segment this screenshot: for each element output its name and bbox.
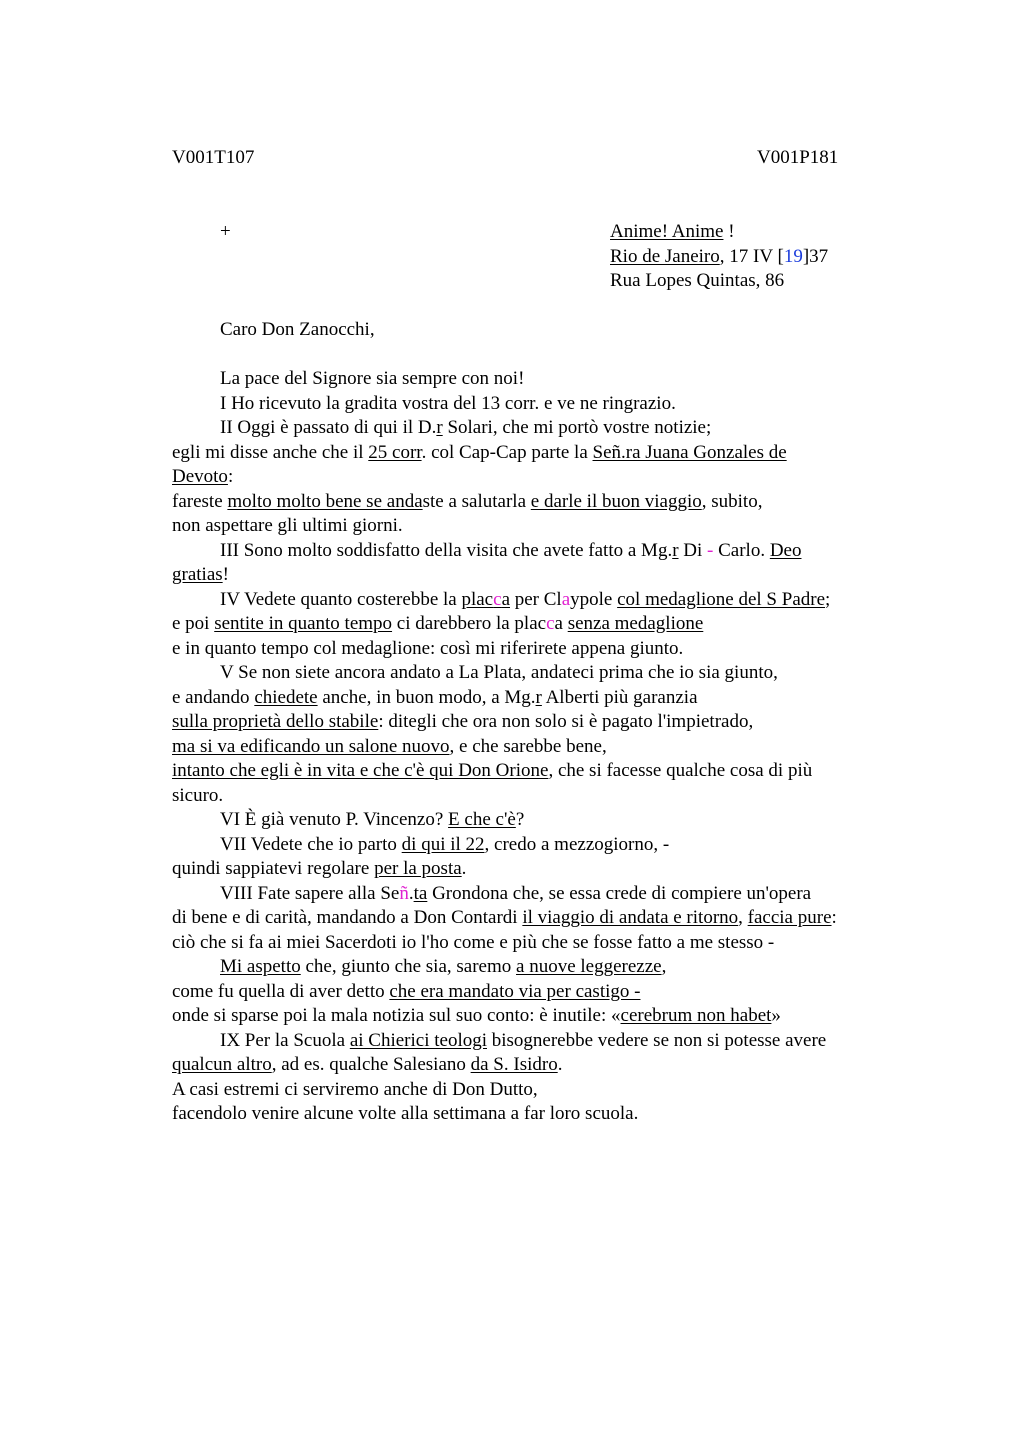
letter-line: II Oggi è passato di qui il D.r Solari, che mi portò vostre notizie; bbox=[220, 417, 712, 438]
letter-heading bbox=[610, 220, 828, 294]
letter-line: gratias! bbox=[172, 564, 229, 585]
letter-line: VI È già venuto P. Vincenzo? E che c'è? bbox=[220, 809, 525, 830]
letter-line: V Se non siete ancora andato a La Plata, andateci prima che io sia giunto, bbox=[220, 662, 778, 683]
letter-line: ciò che si fa ai miei Sacerdoti io l'ho come e più che se fosse fatto a me stesso - bbox=[172, 931, 775, 953]
letter-line: quindi sappiatevi regolare per la posta. bbox=[172, 858, 467, 879]
city: Rio de Janeiro bbox=[610, 245, 720, 267]
letter-line: facendolo venire alcune volte alla settimana a far loro scuola. bbox=[172, 1103, 639, 1124]
letter-line: IX Per la Scuola ai Chierici teologi bisognerebbe vedere se non si potesse avere bbox=[220, 1029, 827, 1051]
letter-line: A casi estremi ci serviremo anche di Don Dutto, bbox=[172, 1078, 538, 1100]
letter-line: IV Vedete quanto costerebbe la placca per Claypole col medaglione del S Padre; bbox=[220, 588, 831, 610]
document-code-right: V001P181 bbox=[757, 147, 839, 168]
letter-body bbox=[172, 318, 972, 1127]
motto-line: Anime! Anime ! bbox=[610, 221, 735, 242]
letter-line: sicuro. bbox=[172, 784, 224, 806]
letter-line: VII Vedete che io parto di qui il 22, credo a mezzogiorno, - bbox=[220, 833, 670, 855]
address-line: Rua Lopes Quintas, 86 bbox=[610, 270, 785, 291]
letter-line: I Ho ricevuto la gradita vostra del 13 corr. e ve ne ringrazio. bbox=[220, 392, 676, 414]
letter-line: fareste molto molto bene se andaste a salutarla e darle il buon viaggio, subito, bbox=[172, 490, 763, 512]
letter-line: La pace del Signore sia sempre con noi! bbox=[220, 368, 525, 389]
letter-line: e in quanto tempo col medaglione: così mi riferirete appena giunto. bbox=[172, 637, 684, 659]
letter-line: sulla proprietà dello stabile: ditegli che ora non solo si è pagato l'impietrado, bbox=[172, 711, 754, 732]
date-line: Rio de Janeiro, 17 IV [19]37 bbox=[610, 245, 829, 267]
letter-line: e andando chiedete anche, in buon modo, a Mg.r Alberti più garanzia bbox=[172, 686, 698, 708]
letter-line: qualcun altro, ad es. qualche Salesiano da S. Isidro. bbox=[172, 1054, 563, 1075]
letter-line: Devoto: bbox=[172, 466, 234, 487]
letter-line: di bene e di carità, mandando a Don Contardi il viaggio di andata e ritorno, faccia pure: bbox=[172, 907, 837, 928]
letter-line: ma si va edificando un salone nuovo, e che sarebbe bene, bbox=[172, 735, 607, 757]
editorial-year: 19 bbox=[783, 245, 803, 267]
letter-line: onde si sparse poi la mala notizia sul suo conto: è inutile: «cerebrum non habet» bbox=[172, 1005, 781, 1026]
salutation: Caro Don Zanocchi, bbox=[220, 319, 375, 340]
letter-line: VIII Fate sapere alla Señ.ta Grondona che, se essa crede di compiere un'opera bbox=[220, 882, 812, 904]
letter-line: Mi aspetto che, giunto che sia, saremo a nuove leggerezze, bbox=[220, 956, 667, 977]
letter-line: egli mi disse anche che il 25 corr. col Cap-Cap parte la Señ.ra Juana Gonzales de bbox=[172, 441, 787, 463]
cross-mark: + bbox=[220, 221, 231, 242]
letter-line: intanto che egli è in vita e che c'è qui Don Orione, che si facesse qualche cosa di più bbox=[172, 760, 813, 781]
letter-line: come fu quella di aver detto che era mandato via per castigo - bbox=[172, 980, 641, 1002]
motto: Anime! Anime bbox=[610, 221, 724, 242]
letter-line: non aspettare gli ultimi giorni. bbox=[172, 515, 403, 536]
letter-line: e poi sentite in quanto tempo ci darebbero la placca senza medaglione bbox=[172, 613, 704, 634]
document-code-left: V001T107 bbox=[172, 147, 255, 168]
letter-line: III Sono molto soddisfatto della visita che avete fatto a Mg.r Di - Carlo. Deo bbox=[220, 539, 802, 561]
